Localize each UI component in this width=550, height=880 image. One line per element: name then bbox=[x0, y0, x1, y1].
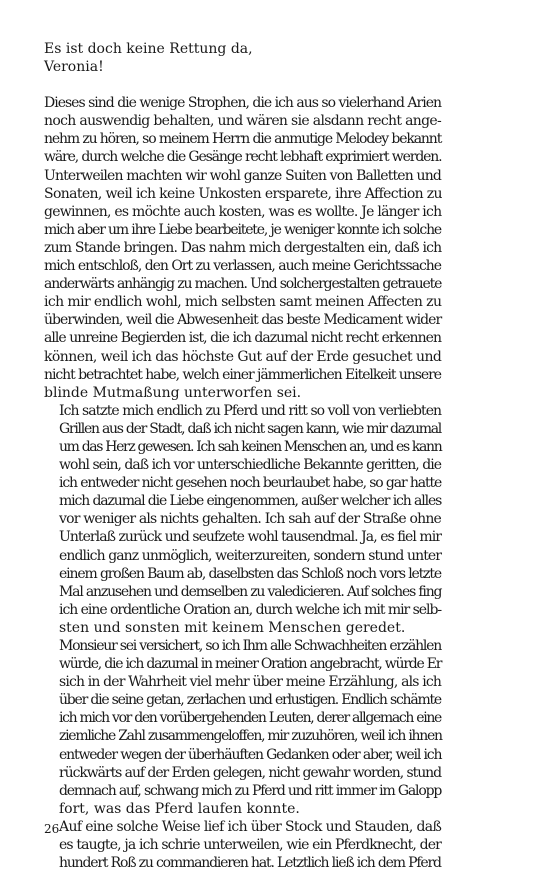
text-line: ich mir endlich wohl, mich selbsten samt meinen Affecten zu bbox=[44, 294, 442, 311]
book-page bbox=[44, 40, 441, 872]
text-line: Sonaten, weil ich keine Unkosten ersparete, ihre Affection zu bbox=[44, 185, 442, 202]
text-line: gewinnen, es möchte auch kosten, was es wollte. Je länger ich bbox=[44, 203, 442, 220]
verse-line: Veronia! bbox=[44, 59, 104, 76]
text-line: wäre, durch welche die Gesänge recht lebhaft exprimiert werden. bbox=[44, 149, 442, 166]
text-line: Grillen aus der Stadt, daß ich nicht sagen kann, wie mir dazumal bbox=[59, 420, 441, 437]
paragraph bbox=[44, 402, 441, 637]
verse-line: Es ist doch keine Rettung da, bbox=[44, 41, 253, 57]
text-line: nicht betrachtet habe, welch einer jämmerlichen Eitelkeit unsere bbox=[44, 366, 441, 383]
text-line: ich entweder nicht gesehen noch beurlaubet habe, so gar hatte bbox=[59, 475, 442, 492]
page-number: 26 bbox=[44, 822, 60, 836]
text-line: mich entschloß, den Ort zu verlassen, auch meine Gerichtssache bbox=[44, 258, 441, 275]
text-line: rückwärts auf der Erden gelegen, nicht gewahr worden, stund bbox=[59, 764, 441, 781]
text-line: ziemliche Zahl zusammengeloffen, mir zuzuhören, weil ich ihnen bbox=[59, 728, 442, 745]
text-line: anderwärts anhängig zu machen. Und solchergestalten getrauete bbox=[44, 276, 442, 293]
text-line: ich mich vor den vorübergehenden Leuten, derer allgemach eine bbox=[59, 710, 441, 727]
text-line: Ich satzte mich endlich zu Pferd und ritt so voll von verliebten bbox=[59, 402, 442, 419]
text-line: alle unreine Begierden ist, die ich dazumal nicht recht erkennen bbox=[44, 330, 441, 347]
text-line: blinde Mutmaßung unterworfen sei. bbox=[44, 384, 302, 401]
paragraph bbox=[44, 818, 441, 872]
text-line: vor weniger als nichts gehalten. Ich sah auf der Straße ohne bbox=[59, 511, 441, 528]
text-line: wohl sein, daß ich vor unterschiedliche Bekannte geritten, die bbox=[59, 457, 441, 474]
text-line: sten und sonsten mit keinem Menschen geredet. bbox=[59, 619, 406, 636]
text-line: Dieses sind die wenige Strophen, die ich aus so vielerhand Arien bbox=[44, 95, 441, 112]
verse-block bbox=[44, 40, 441, 76]
text-line: nehm zu hören, so meinem Herrn die anmutige Melodey bekannt bbox=[44, 131, 442, 148]
text-line: zum Stande bringen. Das nahm mich dergestalten ein, daß ich bbox=[44, 239, 442, 256]
text-line: mich aber um ihre Liebe bearbeitete, je weniger konnte ich solche bbox=[44, 221, 441, 238]
text-line: um das Herz gewesen. Ich sah keinen Menschen an, und es kann bbox=[59, 438, 442, 455]
text-line: fort, was das Pferd laufen konnte. bbox=[59, 800, 300, 817]
text-line: endlich ganz unmöglich, weiterzureiten, sondern stund unter bbox=[59, 547, 442, 564]
text-line: können, weil ich das höchste Gut auf der Erde gesuchet und bbox=[44, 348, 442, 365]
text-line: sich in der Wahrheit viel mehr über meine Erzählung, als ich bbox=[59, 674, 441, 691]
text-line: entweder wegen der überhäuften Gedanken oder aber, weil ich bbox=[59, 746, 442, 763]
paragraph bbox=[44, 94, 441, 402]
prose-body bbox=[44, 94, 441, 872]
text-line: einem großen Baum ab, daselbsten das Schloß noch vors letzte bbox=[59, 565, 441, 582]
text-line: überwinden, weil die Abwesenheit das beste Medicament wider bbox=[44, 312, 442, 329]
text-line: hundert Roß zu commandieren hat. Letztlich ließ ich dem Pferd bbox=[59, 855, 441, 872]
paragraph bbox=[44, 637, 441, 818]
text-line: Unterlaß zurück und seufzete wohl tausendmal. Ja, es fiel mir bbox=[59, 529, 441, 546]
text-line: noch auswendig behalten, und wären sie alsdann recht ange- bbox=[44, 113, 442, 130]
text-line: würde, die ich dazumal in meiner Oration angebracht, würde Er bbox=[59, 656, 442, 673]
text-line: Auf eine solche Weise lief ich über Stock und Stauden, daß bbox=[59, 818, 442, 835]
text-line: über die seine getan, zerlachen und erlustigen. Endlich schämte bbox=[59, 692, 441, 709]
text-line: es taugte, ja ich schrie unterweilen, wie ein Pferdknecht, der bbox=[59, 837, 441, 854]
text-line: ich eine ordentliche Oration an, durch welche ich mit mir selb- bbox=[59, 601, 442, 618]
text-line: demnach auf, schwang mich zu Pferd und ritt immer im Galopp bbox=[59, 782, 442, 799]
text-line: Unterweilen machten wir wohl ganze Suiten von Balletten und bbox=[44, 167, 441, 184]
text-line: Monsieur sei versichert, so ich Ihm alle Schwachheiten erzählen bbox=[59, 638, 441, 654]
text-line: mich dazumal die Liebe eingenommen, außer welcher ich alles bbox=[59, 493, 442, 510]
text-line: Mal anzusehen und demselben zu valedicieren. Auf solches fing bbox=[59, 583, 442, 600]
